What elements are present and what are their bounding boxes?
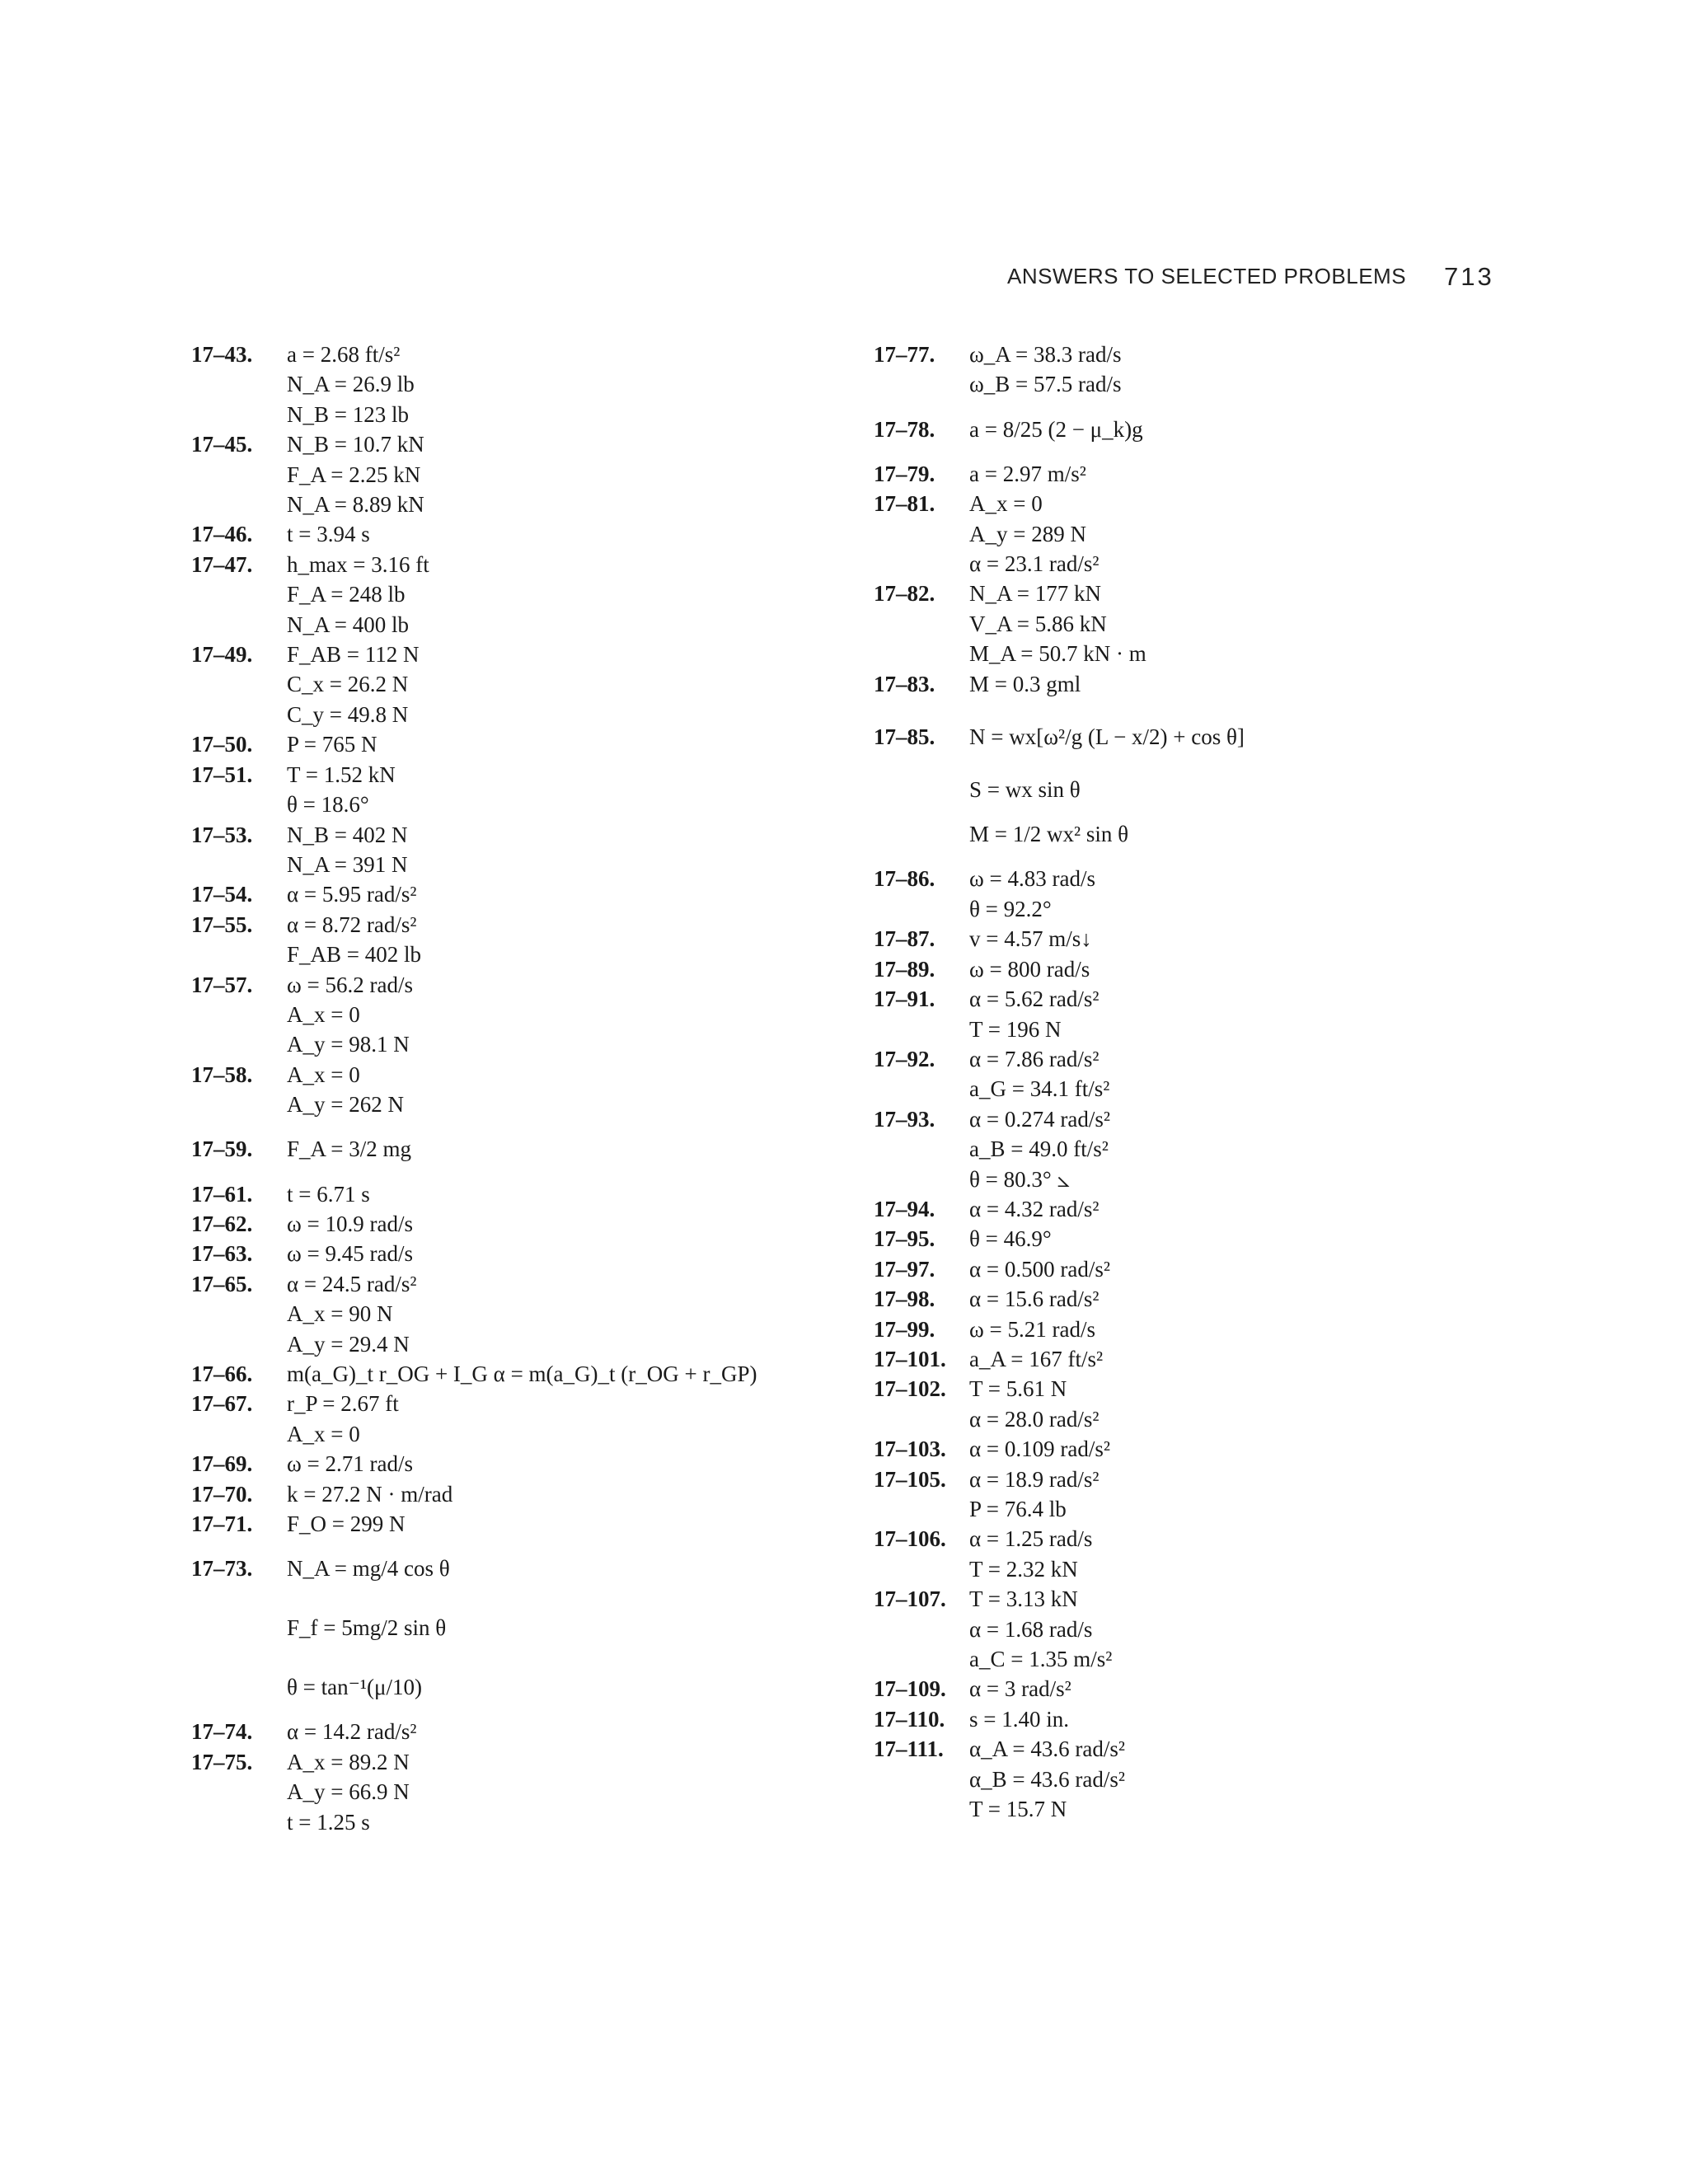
problem-number: 17–79. [874, 461, 935, 486]
answer-row [191, 820, 757, 850]
answer-equation: ω = 56.2 rad/s [287, 972, 413, 997]
answer-row [191, 1509, 757, 1539]
answer-equation: N_B = 402 N [287, 822, 408, 847]
answer-row [191, 1747, 757, 1777]
answer-row [191, 1000, 757, 1029]
answer-equation: P = 765 N [287, 732, 377, 757]
answer-equation: α_B = 43.6 rad/s² [969, 1766, 1125, 1792]
problem-number: 17–58. [191, 1062, 253, 1087]
answer-equation: s = 1.40 in. [969, 1706, 1069, 1732]
answer-equation: N_A = 177 kN [969, 581, 1101, 607]
answer-row [191, 1239, 757, 1268]
answer-equation: A_x = 0 [287, 1421, 360, 1446]
problem-number: 17–75. [191, 1749, 253, 1774]
answer-row [191, 1090, 757, 1119]
problem-number: 17–77. [874, 342, 935, 367]
answer-equation: N_B = 123 lb [287, 401, 409, 427]
answer-equation: F_f = 5mg/2 sin θ [287, 1615, 447, 1641]
answer-row [874, 1344, 1245, 1374]
answer-equation: α = 7.86 rad/s² [969, 1046, 1100, 1071]
answer-equation: A_x = 0 [287, 1001, 360, 1027]
answer-row [874, 1554, 1245, 1584]
problem-number: 17–101. [874, 1346, 946, 1371]
answer-row [874, 1734, 1245, 1764]
answer-row [191, 1029, 757, 1059]
problem-number: 17–55. [191, 912, 253, 937]
answer-row [874, 489, 1245, 518]
answer-equation: α = 5.62 rad/s² [969, 987, 1100, 1012]
answers-column-right [874, 340, 1245, 1824]
answer-equation: N_A = 8.89 kN [287, 492, 424, 518]
problem-number: 17–47. [191, 551, 253, 577]
answer-equation: α = 1.25 rad/s [969, 1526, 1093, 1552]
answer-row [874, 340, 1245, 369]
problem-number: 17–99. [874, 1316, 935, 1342]
answer-equation: θ = 18.6° [287, 792, 369, 818]
answer-equation: ω = 5.21 rad/s [969, 1316, 1095, 1342]
problem-number: 17–59. [191, 1137, 253, 1162]
answer-row [874, 1104, 1245, 1134]
answer-row [191, 1777, 757, 1807]
problem-number: 17–62. [191, 1211, 253, 1236]
answer-row [874, 1074, 1245, 1104]
running-header-title: ANSWERS TO SELECTED PROBLEMS [1007, 264, 1407, 288]
answer-equation: α = 24.5 rad/s² [287, 1271, 417, 1296]
answer-row [191, 1269, 757, 1299]
answer-row [874, 1524, 1245, 1554]
answer-row [191, 429, 757, 459]
answer-equation: α = 0.109 rad/s² [969, 1436, 1110, 1462]
problem-number: 17–61. [191, 1181, 253, 1207]
answer-row [191, 790, 757, 819]
answer-equation: α = 0.500 rad/s² [969, 1256, 1110, 1282]
answer-equation: A_y = 98.1 N [287, 1032, 410, 1057]
problem-number: 17–43. [191, 342, 253, 367]
answer-equation: α = 4.32 rad/s² [969, 1196, 1100, 1221]
answer-equation: a_G = 34.1 ft/s² [969, 1076, 1110, 1102]
answer-row [874, 1315, 1245, 1344]
answer-row [874, 775, 1245, 804]
answer-row [191, 910, 757, 940]
answer-row [191, 1479, 757, 1509]
answer-row [191, 1359, 757, 1389]
answer-row [874, 609, 1245, 639]
answer-equation: N_A = 26.9 lb [287, 372, 415, 397]
answer-row [191, 1389, 757, 1418]
answer-equation: M_A = 50.7 kN · m [969, 641, 1146, 667]
answer-equation: α_A = 43.6 rad/s² [969, 1736, 1125, 1762]
answer-equation: N_A = mg/4 cos θ [287, 1556, 450, 1582]
problem-number: 17–65. [191, 1271, 253, 1296]
answer-equation: C_x = 26.2 N [287, 672, 409, 697]
problem-number: 17–57. [191, 972, 253, 997]
answer-equation: A_y = 289 N [969, 521, 1086, 546]
answer-row [874, 549, 1245, 579]
answer-row [191, 729, 757, 759]
problem-number: 17–106. [874, 1526, 946, 1552]
problem-number: 17–110. [874, 1706, 945, 1732]
problem-number: 17–70. [191, 1481, 253, 1507]
problem-number: 17–74. [191, 1719, 253, 1745]
answer-equation: A_y = 29.4 N [287, 1331, 410, 1357]
problem-number: 17–85. [874, 724, 935, 749]
answer-equation: a = 2.97 m/s² [969, 461, 1086, 486]
answer-row [874, 1194, 1245, 1224]
answer-equation: A_x = 0 [969, 491, 1043, 517]
answer-row [874, 1794, 1245, 1824]
answer-row [874, 400, 1245, 459]
problem-number: 17–78. [874, 416, 935, 442]
answer-equation: α = 15.6 rad/s² [969, 1286, 1100, 1312]
answer-row [874, 579, 1245, 608]
answer-row [874, 924, 1245, 954]
answer-row [191, 879, 757, 909]
answer-row [874, 1644, 1245, 1674]
answer-row [191, 640, 757, 669]
answer-row [191, 1598, 757, 1657]
answer-row [874, 984, 1245, 1014]
answer-equation: a = 8/25 (2 − μ_k)g [969, 416, 1143, 442]
answer-equation: N = wx[ω²/g (L − x/2) + cos θ] [969, 724, 1245, 749]
answer-row [874, 1494, 1245, 1524]
answer-row [191, 579, 757, 609]
answer-equation: F_A = 2.25 kN [287, 462, 421, 487]
problem-number: 17–92. [874, 1046, 935, 1071]
answer-row [874, 1015, 1245, 1044]
problem-number: 17–67. [191, 1391, 253, 1417]
answer-equation: F_A = 3/2 mg [287, 1137, 412, 1162]
answer-row [874, 1404, 1245, 1434]
answer-equation: k = 27.2 N · m/rad [287, 1481, 453, 1507]
answer-row [191, 550, 757, 579]
answer-equation: ω_B = 57.5 rad/s [969, 372, 1122, 397]
answer-equation: T = 196 N [969, 1016, 1062, 1042]
answer-row [191, 1657, 757, 1717]
answer-equation: N_A = 400 lb [287, 612, 409, 637]
answer-equation: α = 23.1 rad/s² [969, 551, 1100, 577]
problem-number: 17–97. [874, 1256, 935, 1282]
answer-equation: T = 15.7 N [969, 1797, 1067, 1822]
answer-equation: α = 5.95 rad/s² [287, 882, 417, 907]
answer-equation: ω = 9.45 rad/s [287, 1241, 413, 1267]
answers-column-left [191, 340, 757, 1837]
answer-equation: h_max = 3.16 ft [287, 551, 429, 577]
answer-row [191, 1299, 757, 1329]
answer-equation: θ = 92.2° [969, 896, 1052, 921]
answer-row [191, 1539, 757, 1598]
answer-row [191, 1209, 757, 1239]
problem-number: 17–49. [191, 642, 253, 668]
answer-row [191, 1179, 757, 1209]
answer-equation: A_x = 90 N [287, 1301, 393, 1327]
answer-row [191, 1449, 757, 1479]
answer-equation: T = 5.61 N [969, 1376, 1067, 1402]
problem-number: 17–81. [874, 491, 935, 517]
answer-row [874, 1765, 1245, 1794]
answer-equation: P = 76.4 lb [969, 1497, 1067, 1521]
answer-equation: F_AB = 402 lb [287, 942, 422, 968]
answer-row [191, 490, 757, 519]
answer-row [191, 610, 757, 640]
answer-equation: t = 6.71 s [287, 1181, 370, 1207]
answer-equation: α = 18.9 rad/s² [969, 1466, 1100, 1492]
answer-equation: N_B = 10.7 kN [287, 432, 424, 457]
problem-number: 17–82. [874, 581, 935, 607]
answer-row [874, 1165, 1245, 1194]
answer-equation: a_B = 49.0 ft/s² [969, 1137, 1109, 1162]
problem-number: 17–73. [191, 1556, 253, 1582]
answer-row [191, 1419, 757, 1449]
problem-number: 17–86. [874, 866, 935, 892]
problem-number: 17–102. [874, 1376, 946, 1402]
problem-number: 17–94. [874, 1196, 935, 1221]
answer-row [191, 970, 757, 1000]
answer-equation: F_O = 299 N [287, 1511, 406, 1537]
answer-equation: ω = 800 rad/s [969, 956, 1090, 982]
problem-number: 17–111. [874, 1736, 944, 1762]
problem-number: 17–53. [191, 822, 253, 847]
answer-equation: A_x = 89.2 N [287, 1749, 410, 1774]
problem-number: 17–105. [874, 1466, 946, 1492]
answer-row [874, 894, 1245, 924]
problem-number: 17–69. [191, 1451, 253, 1477]
page-number: 713 [1444, 262, 1494, 291]
answer-equation: A_x = 0 [287, 1062, 360, 1087]
answer-equation: α = 0.274 rad/s² [969, 1106, 1110, 1132]
answer-row [191, 340, 757, 369]
answer-row [874, 864, 1245, 893]
answer-row [191, 1807, 757, 1837]
answer-row [191, 760, 757, 790]
answer-row [874, 1134, 1245, 1164]
problem-number: 17–98. [874, 1286, 935, 1312]
answer-equation: A_y = 262 N [287, 1092, 404, 1118]
answer-equation: ω = 10.9 rad/s [287, 1211, 413, 1236]
answer-row [191, 850, 757, 879]
problem-number: 17–83. [874, 671, 935, 696]
answer-row [874, 1374, 1245, 1404]
answer-row [874, 1615, 1245, 1644]
answer-equation: θ = 46.9° [969, 1226, 1052, 1252]
answer-equation: α = 28.0 rad/s² [969, 1406, 1100, 1432]
answer-row [874, 459, 1245, 489]
problem-number: 17–95. [874, 1226, 935, 1252]
answer-equation: t = 3.94 s [287, 522, 370, 547]
answer-row [191, 369, 757, 399]
answer-row [874, 699, 1245, 775]
answer-row [191, 940, 757, 969]
answer-equation: α = 1.68 rad/s [969, 1616, 1093, 1642]
answer-row [874, 1584, 1245, 1614]
problem-number: 17–93. [874, 1106, 935, 1132]
answer-equation: ω = 4.83 rad/s [969, 866, 1095, 892]
problem-number: 17–54. [191, 882, 253, 907]
answer-row [874, 804, 1245, 864]
answer-equation: θ = tan⁻¹(μ/10) [287, 1675, 422, 1700]
problem-number: 17–66. [191, 1361, 253, 1386]
answer-row [191, 1329, 757, 1359]
problem-number: 17–46. [191, 522, 253, 547]
problem-number: 17–63. [191, 1241, 253, 1267]
problem-number: 17–107. [874, 1586, 946, 1612]
answer-equation: F_AB = 112 N [287, 642, 420, 668]
answer-row [874, 1254, 1245, 1284]
answer-row [191, 1120, 757, 1179]
answer-equation: N_A = 391 N [287, 851, 408, 877]
answer-equation: v = 4.57 m/s↓ [969, 926, 1092, 952]
answer-equation: C_y = 49.8 N [287, 701, 409, 727]
answer-equation: α = 14.2 rad/s² [287, 1719, 417, 1745]
answer-row [191, 700, 757, 729]
answer-equation: M = 0.3 gml [969, 671, 1081, 696]
answer-equation: M = 1/2 wx² sin θ [969, 822, 1129, 847]
answer-row [874, 639, 1245, 668]
answer-equation: T = 1.52 kN [287, 762, 396, 787]
problem-number: 17–109. [874, 1676, 946, 1702]
answer-equation: r_P = 2.67 ft [287, 1391, 399, 1417]
answer-row [191, 460, 757, 490]
answer-row [191, 669, 757, 699]
problem-number: 17–71. [191, 1511, 253, 1537]
answer-equation: a = 2.68 ft/s² [287, 342, 401, 367]
answer-equation: T = 2.32 kN [969, 1556, 1078, 1582]
answer-row [874, 1284, 1245, 1314]
answer-row [874, 1044, 1245, 1074]
answer-row [874, 519, 1245, 549]
answer-equation: ω = 2.71 rad/s [287, 1451, 413, 1477]
answer-equation: V_A = 5.86 kN [969, 611, 1107, 636]
answer-row [874, 1704, 1245, 1734]
answer-row [874, 1224, 1245, 1254]
answer-row [191, 1060, 757, 1090]
answer-equation: α = 8.72 rad/s² [287, 912, 417, 937]
problem-number: 17–89. [874, 956, 935, 982]
answer-equation: A_y = 66.9 N [287, 1779, 410, 1805]
answer-equation: α = 3 rad/s² [969, 1676, 1071, 1702]
answer-equation: S = wx sin θ [969, 777, 1081, 803]
problem-number: 17–51. [191, 762, 253, 787]
answer-equation: t = 1.25 s [287, 1809, 370, 1835]
answer-row [191, 400, 757, 429]
problem-number: 17–45. [191, 432, 253, 457]
problem-number: 17–87. [874, 926, 935, 952]
answer-row [874, 1434, 1245, 1464]
answer-equation: F_A = 248 lb [287, 582, 406, 607]
answer-row [191, 1717, 757, 1746]
answer-row [874, 954, 1245, 984]
answer-equation: θ = 80.3° ⦣ [969, 1166, 1070, 1192]
problem-number: 17–50. [191, 732, 253, 757]
answer-row [874, 1465, 1245, 1494]
problem-number: 17–103. [874, 1436, 946, 1462]
answer-equation: ω_A = 38.3 rad/s [969, 342, 1122, 367]
answer-row [874, 1674, 1245, 1704]
answer-equation: a_A = 167 ft/s² [969, 1346, 1104, 1371]
answer-row [874, 369, 1245, 399]
answer-equation: a_C = 1.35 m/s² [969, 1647, 1113, 1672]
answer-equation: T = 3.13 kN [969, 1586, 1078, 1612]
answer-row [874, 669, 1245, 699]
answer-equation: m(a_G)_t r_OG + I_G α = m(a_G)_t (r_OG + r_GP) [287, 1361, 757, 1386]
problem-number: 17–91. [874, 987, 935, 1012]
answer-row [191, 519, 757, 549]
